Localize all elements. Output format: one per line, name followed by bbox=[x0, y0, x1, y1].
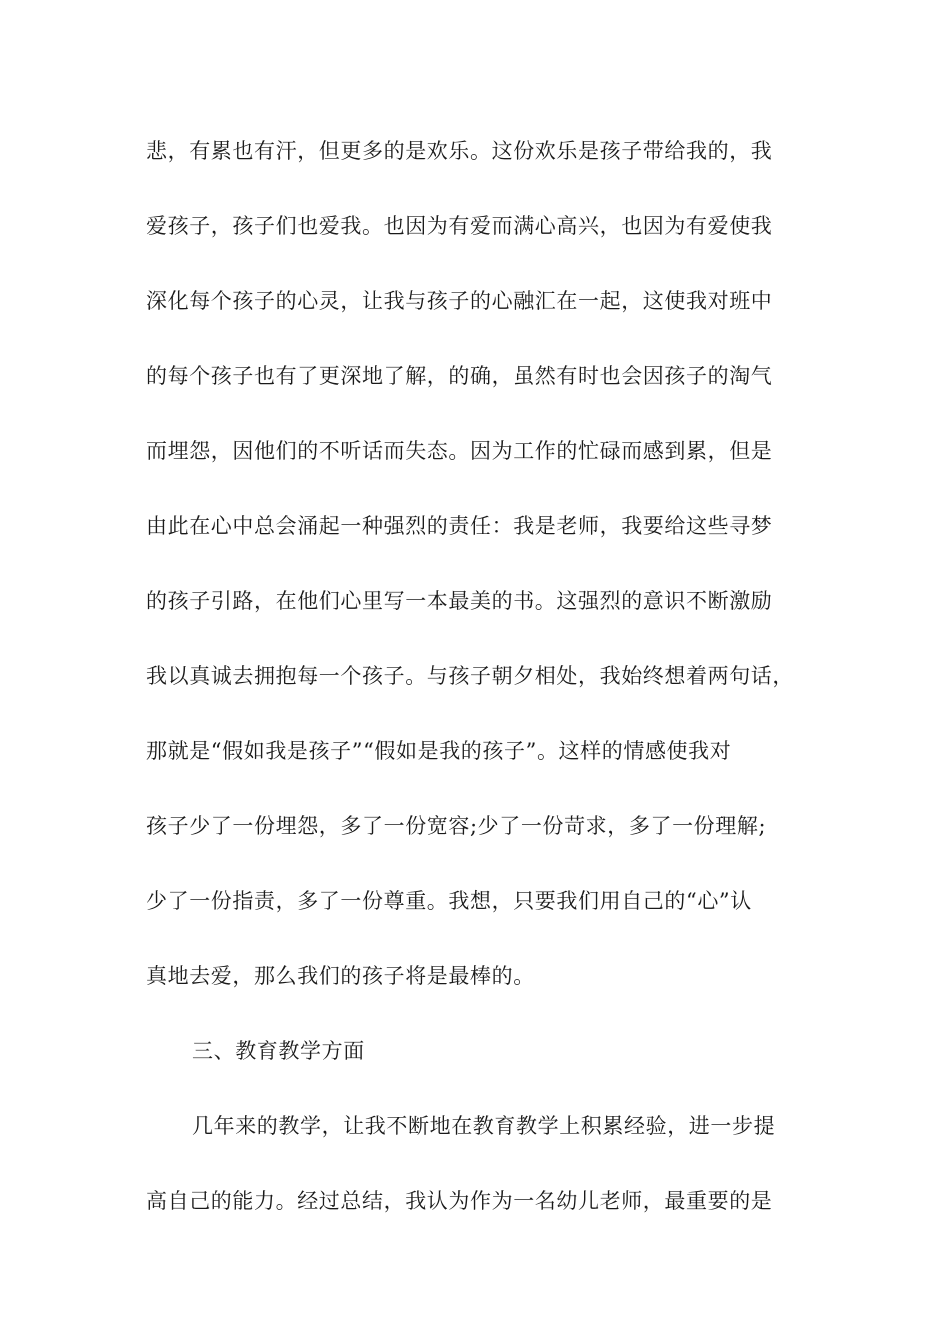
paragraph-line: 的每个孩子也有了更深地了解，的确，虽然有时也会因孩子的淘气 bbox=[146, 364, 773, 388]
paragraph-line: 少了一份指责，多了一份尊重。我想，只要我们用自己的“心”认 bbox=[146, 889, 752, 913]
paragraph-line: 而埋怨，因他们的不听话而失态。因为工作的忙碌而感到累，但是 bbox=[146, 439, 773, 463]
paragraph-line: 深化每个孩子的心灵，让我与孩子的心融汇在一起，这使我对班中 bbox=[146, 289, 773, 313]
paragraph-line: 我以真诚去拥抱每一个孩子。与孩子朝夕相处，我始终想着两句话， bbox=[146, 664, 794, 688]
paragraph-line: 悲，有累也有汗，但更多的是欢乐。这份欢乐是孩子带给我的，我 bbox=[146, 139, 773, 163]
section-heading: 三、教育教学方面 bbox=[192, 1039, 365, 1063]
paragraph-line: 那就是“假如我是孩子”“假如是我的孩子”。这样的情感使我对 bbox=[146, 739, 732, 763]
paragraph-line: 由此在心中总会涌起一种强烈的责任：我是老师，我要给这些寻梦 bbox=[146, 514, 773, 538]
paragraph-line: 高自己的能力。经过总结，我认为作为一名幼儿老师，最重要的是 bbox=[146, 1189, 773, 1213]
paragraph-line: 真地去爱，那么我们的孩子将是最棒的。 bbox=[146, 964, 535, 988]
paragraph-line: 爱孩子，孩子们也爱我。也因为有爱而满心高兴，也因为有爱使我 bbox=[146, 214, 773, 238]
document-body bbox=[146, 133, 806, 1258]
paragraph-line: 孩子少了一份埋怨，多了一份宽容;少了一份苛求，多了一份理解; bbox=[146, 814, 767, 838]
paragraph-line: 的孩子引路，在他们心里写一本最美的书。这强烈的意识不断激励 bbox=[146, 589, 773, 613]
paragraph-line: 几年来的教学，让我不断地在教育教学上积累经验，进一步提 bbox=[192, 1114, 776, 1138]
